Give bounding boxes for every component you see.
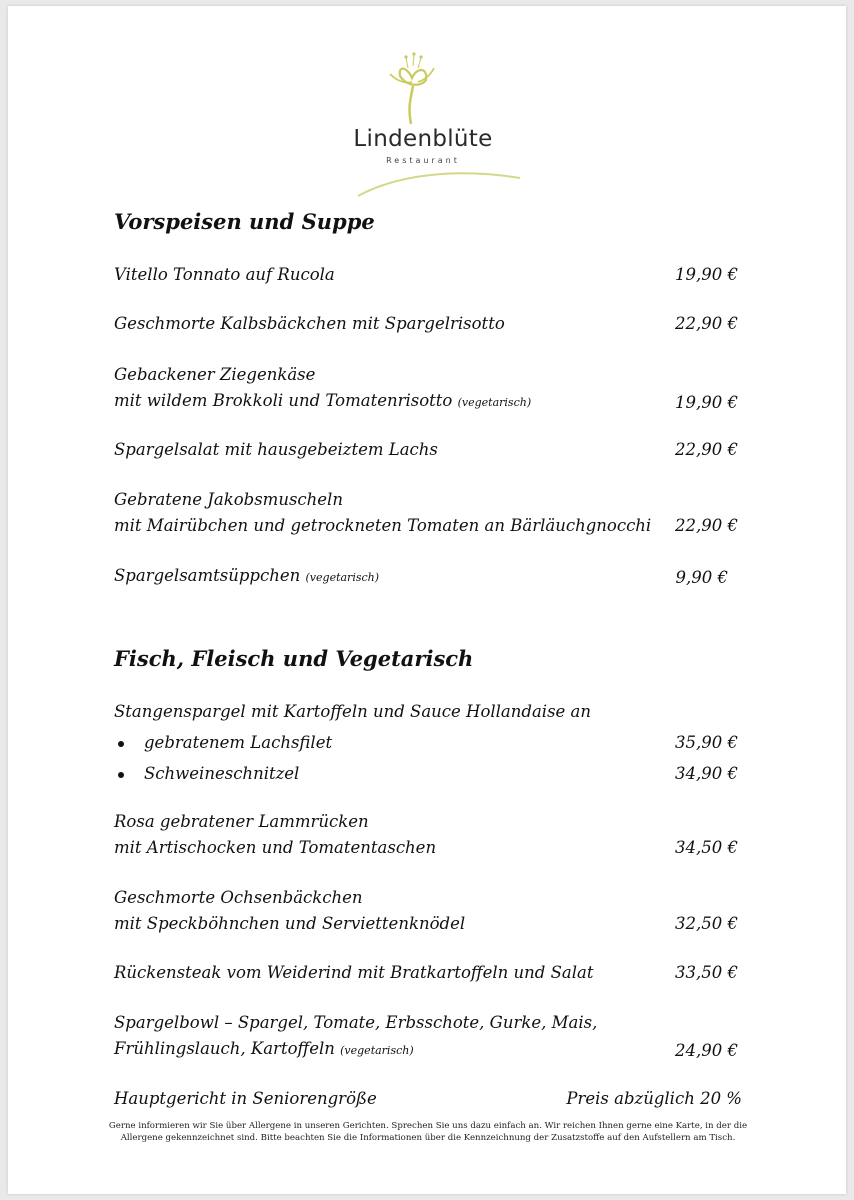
menu-item [114,563,728,591]
menu-page [8,6,846,1194]
restaurant-logo [338,46,528,216]
menu-item [114,262,738,288]
menu-item [114,960,738,986]
menu-item [114,699,738,725]
dish-name: Gebackener Ziegenkäse [114,365,316,384]
section-title-mains: Fisch, Fleisch und Vegetarisch [114,646,474,671]
dish-name: Vitello Tonnato auf Rucola [114,265,335,284]
menu-item [114,885,738,937]
vegetarian-note: (vegetarisch) [340,1044,414,1057]
dish-price: 34,90 € [675,764,738,783]
footnote-line: Allergene gekennzeichnet sind. Bitte beachten Sie die Informationen über die Kennzeichnung der Zusatzstoffe auf den Aufstellern am Tisch. [120,1133,736,1143]
dish-price: 22,90 € [675,314,738,333]
menu-item [114,311,738,337]
menu-item [114,809,738,861]
dish-name: Spargelsamtsüppchen [114,566,301,585]
vegetarian-note: (vegetarisch) [457,396,532,409]
dish-name: Rosa gebratener Lammrücken [114,812,369,831]
dish-description: mit Artischocken und Tomatentaschen [114,838,437,857]
option-name: gebratenem Lachsfilet [144,733,333,752]
dish-description: mit Speckböhnchen und Serviettenknödel [114,914,466,933]
dish-price: 35,90 € [675,733,738,752]
logo-subtitle: Restaurant [386,156,460,165]
vegetarian-note: (vegetarisch) [305,571,380,584]
dish-name: Gebratene Jakobsmuscheln [114,490,343,509]
dish-name: Spargelbowl – Spargel, Tomate, Erbsschote, Gurke, Mais, [114,1013,598,1032]
option-name: Schweineschnitzel [144,764,300,783]
dish-description: Frühlingslauch, Kartoffeln [114,1039,335,1058]
menu-item [114,437,738,463]
dish-name: Stangenspargel mit Kartoffeln und Sauce Hollandaise an [114,702,592,721]
dish-price: 34,50 € [675,838,738,857]
menu-item-senior [114,1086,742,1112]
menu-item [114,487,738,539]
dish-price: 22,90 € [675,440,738,459]
allergen-footnote [88,1120,768,1144]
dish-name: Hauptgericht in Seniorengröße [114,1089,377,1108]
footnote-line: Gerne informieren wir Sie über Allergene in unseren Gerichten. Sprechen Sie uns dazu einfach an. Wir reichen Ihnen gerne eine Karte, in der die [108,1121,748,1131]
dish-price: 19,90 € [675,265,738,284]
dish-price: 33,50 € [675,963,738,982]
dish-price: 24,90 € [675,1041,738,1060]
menu-item [114,362,738,416]
menu-item-option [114,761,738,787]
bullet-icon [118,772,124,778]
dish-name: Spargelsalat mit hausgebeiztem Lachs [114,440,438,459]
bullet-icon [118,741,124,747]
senior-discount: Preis abzüglich 20 % [566,1089,742,1108]
dish-name: Geschmorte Ochsenbäckchen [114,888,363,907]
menu-item [114,1010,738,1064]
logo-name: Lindenblüte [353,126,493,152]
dish-price: 9,90 € [675,568,728,587]
dish-price: 19,90 € [675,393,738,412]
dish-name: Rückensteak vom Weiderind mit Bratkartoffeln und Salat [114,963,594,982]
dish-price: 32,50 € [675,914,738,933]
dish-description: mit Mairübchen und getrockneten Tomaten an Bärläuchgnocchi [114,516,652,535]
dish-name: Geschmorte Kalbsbäckchen mit Spargelrisotto [114,314,505,333]
menu-item-option [114,730,738,756]
dish-price: 22,90 € [675,516,738,535]
section-title-starters: Vorspeisen und Suppe [114,209,375,234]
dish-description: mit wildem Brokkoli und Tomatenrisotto [114,391,453,410]
